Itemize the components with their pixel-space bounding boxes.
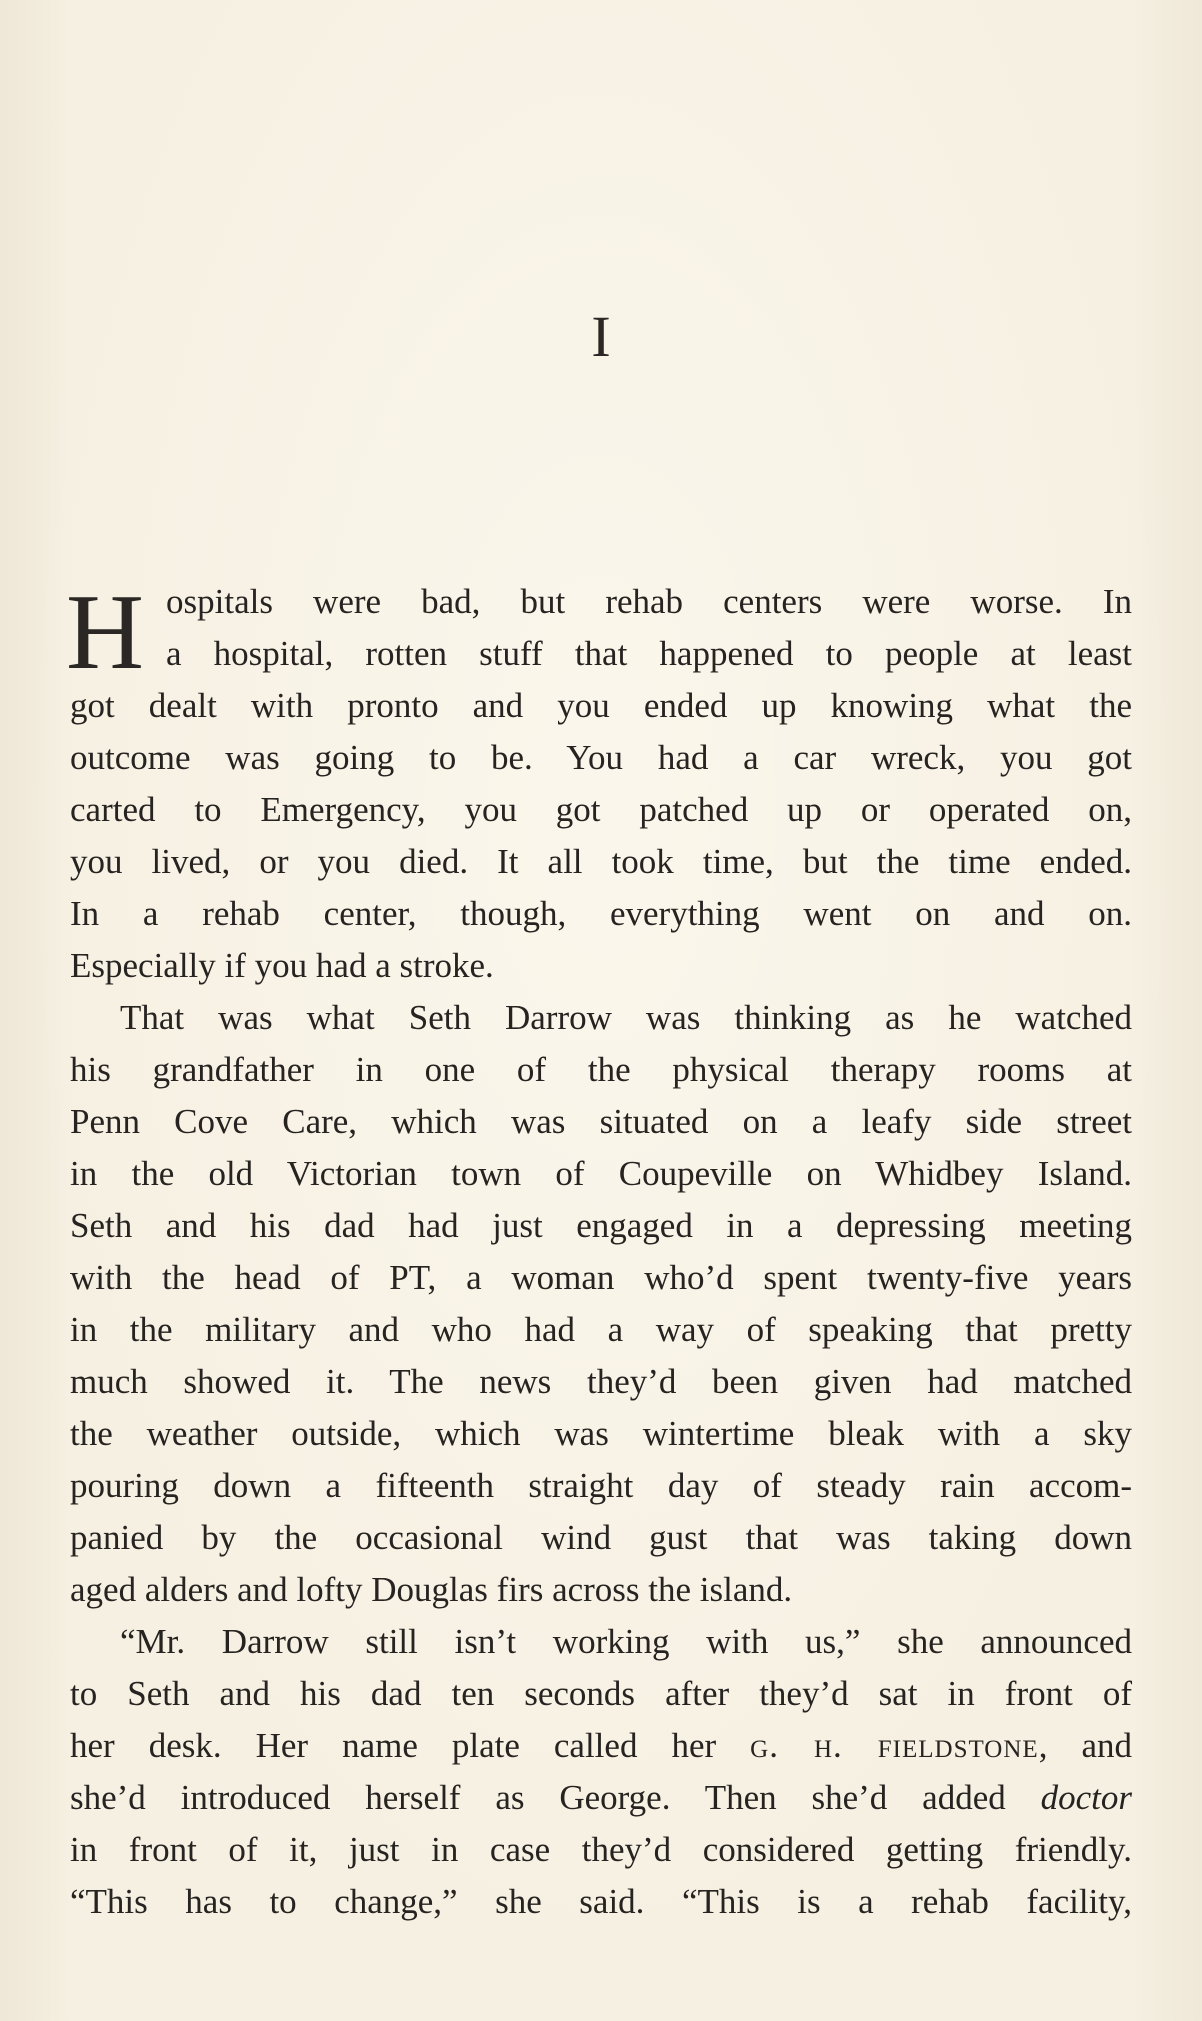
- text-line: to Seth and his dad ten seconds after they’d sat in front of: [70, 1674, 1132, 1713]
- chapter-number: I: [591, 304, 611, 369]
- text-line: outcome was going to be. You had a car wreck, you got: [70, 738, 1132, 777]
- text-line: aged alders and lofty Douglas firs across the island.: [70, 1570, 793, 1609]
- text-line: his grandfather in one of the physical therapy rooms at: [70, 1050, 1132, 1089]
- text-line: got dealt with pronto and you ended up knowing what the: [70, 686, 1132, 725]
- text-line: Seth and his dad had just engaged in a depressing meeting: [70, 1206, 1132, 1245]
- text-line: “Mr. Darrow still isn’t working with us,” she announced: [120, 1622, 1132, 1661]
- text-line: panied by the occasional wind gust that was taking down: [70, 1518, 1132, 1557]
- doctor-text-before: she’d introduced herself as George. Then she’d added: [70, 1778, 1041, 1817]
- nameplate-text-before: her desk. Her name plate called her: [70, 1726, 751, 1765]
- text-line: in the military and who had a way of speaking that pretty: [70, 1310, 1132, 1349]
- bleed-through-texture: [150, 70, 1130, 122]
- text-line: ospitals were bad, but rehab centers were worse. In: [166, 582, 1132, 621]
- text-line: you lived, or you died. It all took time, but the time ended.: [70, 842, 1132, 881]
- text-line: in the old Victorian town of Coupeville on Whidbey Island.: [70, 1154, 1132, 1193]
- nameplate-name: g. h. fieldstone: [750, 1726, 1039, 1765]
- text-line: [70, 1772, 1132, 1824]
- text-line: That was what Seth Darrow was thinking as he watched: [120, 998, 1132, 1037]
- text-line: a hospital, rotten stuff that happened to people at least: [166, 634, 1132, 673]
- drop-cap-letter: H: [66, 573, 144, 692]
- text-line: Penn Cove Care, which was situated on a leafy side street: [70, 1102, 1132, 1141]
- text-line: Especially if you had a stroke.: [70, 946, 494, 985]
- text-line: In a rehab center, though, everything went on and on.: [70, 894, 1132, 933]
- chapter-body-text: [66, 573, 1132, 1928]
- text-line: much showed it. The news they’d been given had matched: [70, 1362, 1132, 1401]
- text-line: in front of it, just in case they’d considered getting friendly.: [70, 1830, 1132, 1869]
- nameplate-text-after: , and: [1038, 1726, 1132, 1765]
- text-line: with the head of PT, a woman who’d spent twenty-five years: [70, 1258, 1132, 1297]
- text-line: [70, 1720, 1132, 1772]
- text-line: the weather outside, which was wintertime bleak with a sky: [70, 1414, 1132, 1453]
- doctor-italic-word: doctor: [1040, 1778, 1132, 1817]
- text-line: “This has to change,” she said. “This is a rehab facility,: [70, 1882, 1132, 1921]
- text-line: carted to Emergency, you got patched up or operated on,: [70, 790, 1132, 829]
- text-line: pouring down a fifteenth straight day of steady rain accom-: [70, 1466, 1132, 1505]
